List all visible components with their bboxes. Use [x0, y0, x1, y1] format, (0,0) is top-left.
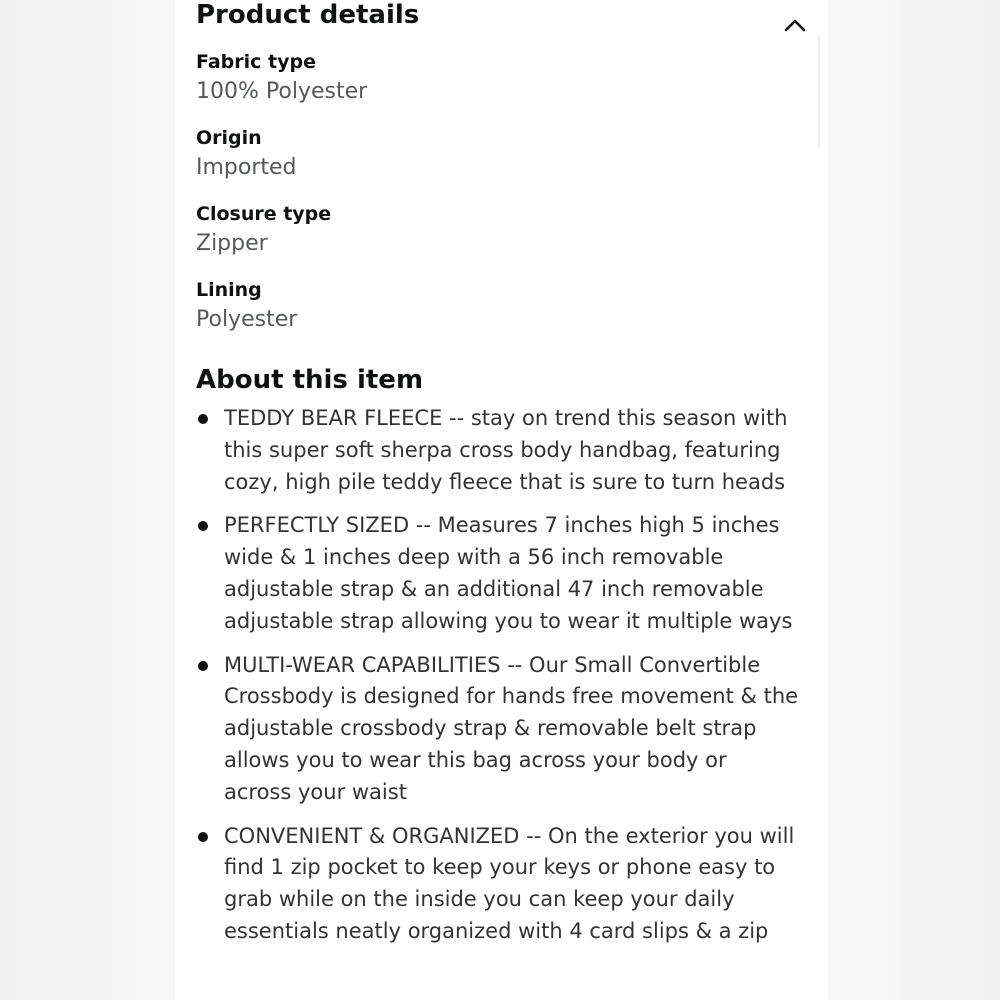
list-item — [175, 403, 828, 498]
detail-origin — [196, 126, 297, 183]
detail-label: Origin — [196, 127, 262, 149]
detail-value: Zipper — [196, 231, 268, 256]
about-this-item-title: About this item — [196, 365, 424, 395]
detail-value: 100% Polyester — [196, 79, 368, 104]
bullet-text: CONVENIENT & ORGANIZED -- On the exterior you will find 1 zip pocket to keep your keys or phone easy to grab while on the inside you can keep your daily essentials neatly organized with 4 card slips & a zip — [224, 823, 795, 943]
bullet-text: MULTI-WEAR CAPABILITIES -- Our Small Convertible Crossbody is designed for hands free movement & the adjustable crossbody strap & removable belt strap allows you to wear this bag across your body or across your waist — [224, 652, 799, 804]
bullet-icon — [198, 521, 208, 531]
page-backdrop-left — [0, 0, 175, 1000]
detail-label: Lining — [196, 279, 262, 301]
detail-label: Closure type — [196, 203, 332, 225]
bullet-icon — [198, 414, 208, 424]
list-item — [175, 650, 828, 809]
bullet-icon — [198, 832, 208, 842]
bullet-text: TEDDY BEAR FLEECE -- stay on trend this season with this super soft sherpa cross body handbag, featuring cozy, high pile teddy fleece that is sure to turn heads — [224, 406, 788, 494]
list-item — [175, 510, 828, 637]
detail-lining — [196, 278, 297, 335]
product-details-title: Product details — [196, 0, 420, 30]
bullet-icon — [198, 661, 208, 671]
detail-closure-type — [196, 202, 331, 259]
bullet-text: PERFECTLY SIZED -- Measures 7 inches high 5 inches wide & 1 inches deep with a 56 inch removable adjustable strap & an additional 47 inch removable adjustable strap allowing you to wear it multiple ways — [224, 513, 793, 633]
page-backdrop-right — [828, 0, 1000, 1000]
product-details-panel — [175, 0, 828, 1000]
panel-edge — [818, 35, 820, 147]
detail-label: Fabric type — [196, 51, 317, 73]
chevron-up-icon — [779, 10, 811, 38]
list-item — [175, 821, 828, 948]
detail-fabric-type — [196, 50, 367, 107]
detail-value: Imported — [196, 155, 297, 180]
about-bullet-list — [175, 403, 828, 960]
collapse-button[interactable] — [779, 10, 811, 38]
detail-value: Polyester — [196, 307, 298, 332]
